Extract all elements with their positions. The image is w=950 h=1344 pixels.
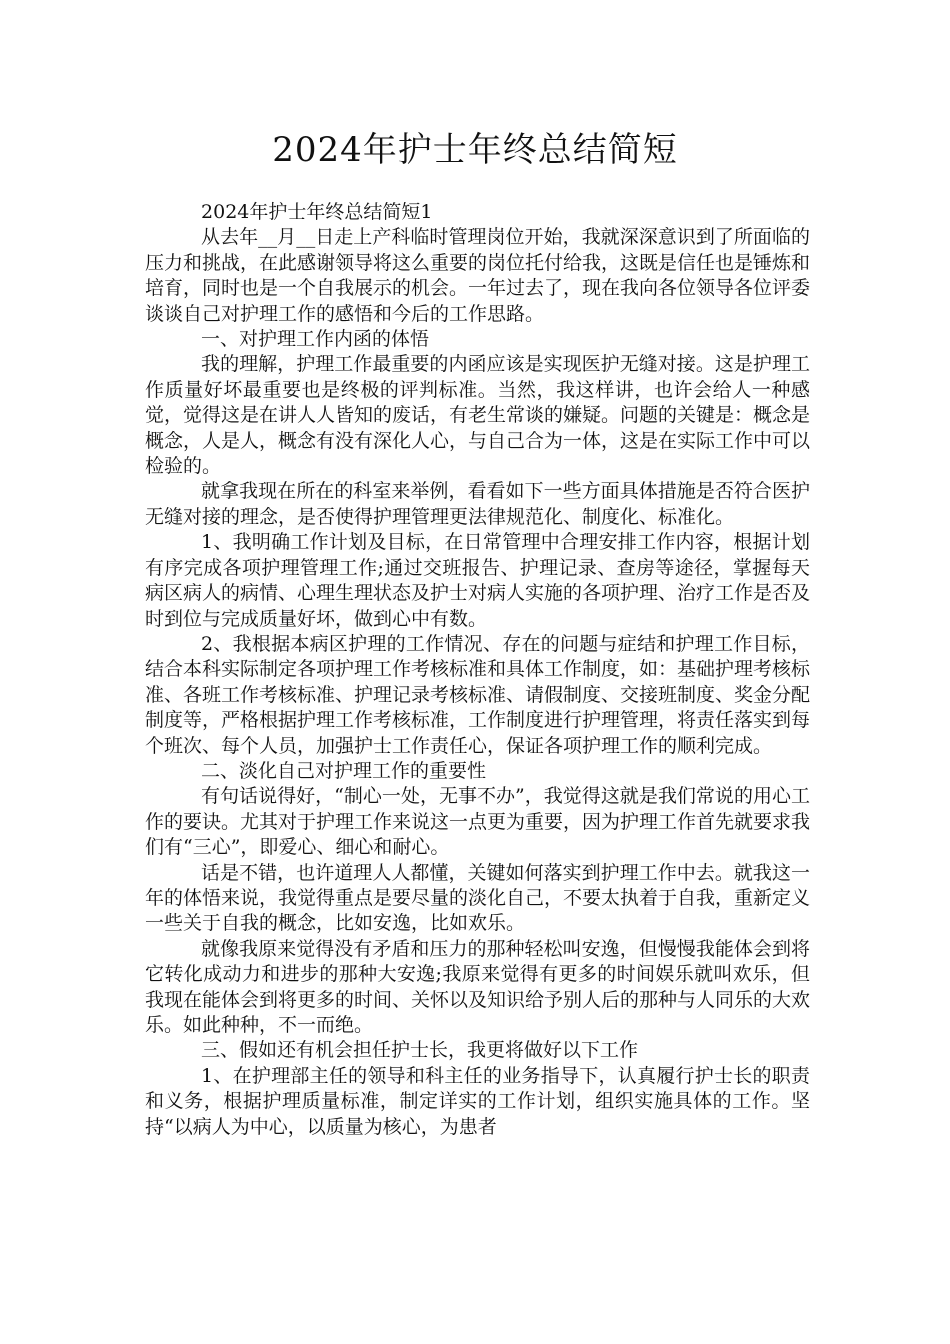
paragraph-subtitle: 2024年护士年终总结简短1 (201, 201, 433, 223)
paragraph: 1、在护理部主任的领导和科主任的业务指导下，认真履行护士长的职责和义务，根据护理质量标准，制定详实的工作计划，组织实施具体的工作。坚持“以病人为中心，以质量为核心，为患者 (145, 1064, 810, 1138)
paragraph: 就拿我现在所在的科室来举例，看看如下一些方面具体措施是否符合医护无缝对接的理念，是否使得护理管理更法律规范化、制度化、标准化。 (145, 480, 810, 528)
paragraph: 2、我根据本病区护理的工作情况、存在的问题与症结和护理工作目标，结合本科实际制定各项护理工作考核标准和具体工作制度，如：基础护理考核标准、各班工作考核标准、护理记录考核标准、请假制度、交接班制度、奖金分配制度等，严格根据护理工作考核标准，工作制度进行护理管理，将责任落实到每个班次、每个人员，加强护士工作责任心，保证各项护理工作的顺利完成。 (145, 632, 811, 757)
paragraph: 1、我明确工作计划及目标，在日常管理中合理安排工作内容，根据计划有序完成各项护理管理工作;通过交班报告、护理记录、查房等途径，掌握每天病区病人的病情、心理生理状态及护士对病人实施的各项护理、治疗工作是否及时到位与完成质量好坏，做到心中有数。 (145, 531, 811, 630)
paragraph: 我的理解，护理工作最重要的内函应该是实现医护无缝对接。这是护理工作质量好坏最重要也是终极的评判标准。当然，我这样讲，也许会给人一种感觉，觉得这是在讲人人皆知的废话，有老生常谈的嫌疑。问题的关键是：概念是概念，人是人，概念有没有深化人心，与自己合为一体，这是在实际工作中可以检验的。 (145, 353, 811, 478)
section-heading-1: 一、对护理工作内函的体悟 (201, 328, 430, 351)
document-body (145, 200, 810, 1140)
paragraph: 从去年__月__日走上产科临时管理岗位开始，我就深深意识到了所面临的压力和挑战，在此感谢领导将这么重要的岗位托付给我，这既是信任也是锤炼和培育，同时也是一个自我展示的机会。一年过去了，现在我向各位领导各位评委谈谈自己对护理工作的感悟和今后的工作思路。 (145, 226, 811, 325)
paragraph: 话是不错，也许道理人人都懂，关键如何落实到护理工作中去。就我这一年的体悟来说，我觉得重点是要尽量的淡化自己，不要太执着于自我，重新定义一些关于自我的概念，比如安逸，比如欢乐。 (145, 861, 811, 935)
paragraph: 有句话说得好，“制心一处，无事不办”，我觉得这就是我们常说的用心工作的要诀。尤其对于护理工作来说这一点更为重要，因为护理工作首先就要求我们有“三心”，即爱心、细心和耐心。 (145, 785, 811, 859)
document-title: 2024年护士年终总结简短 (272, 130, 678, 170)
paragraph: 就像我原来觉得没有矛盾和压力的那种轻松叫安逸，但慢慢我能体会到将它转化成动力和进步的那种大安逸;我原来觉得有更多的时间娱乐就叫欢乐，但我现在能体会到将更多的时间、关怀以及知识给予别人后的那种与人同乐的大欢乐。如此种种，不一而绝。 (145, 937, 811, 1036)
section-heading-3: 三、假如还有机会担任护士长，我更将做好以下工作 (201, 1039, 639, 1062)
section-heading-2: 二、淡化自己对护理工作的重要性 (201, 759, 487, 782)
